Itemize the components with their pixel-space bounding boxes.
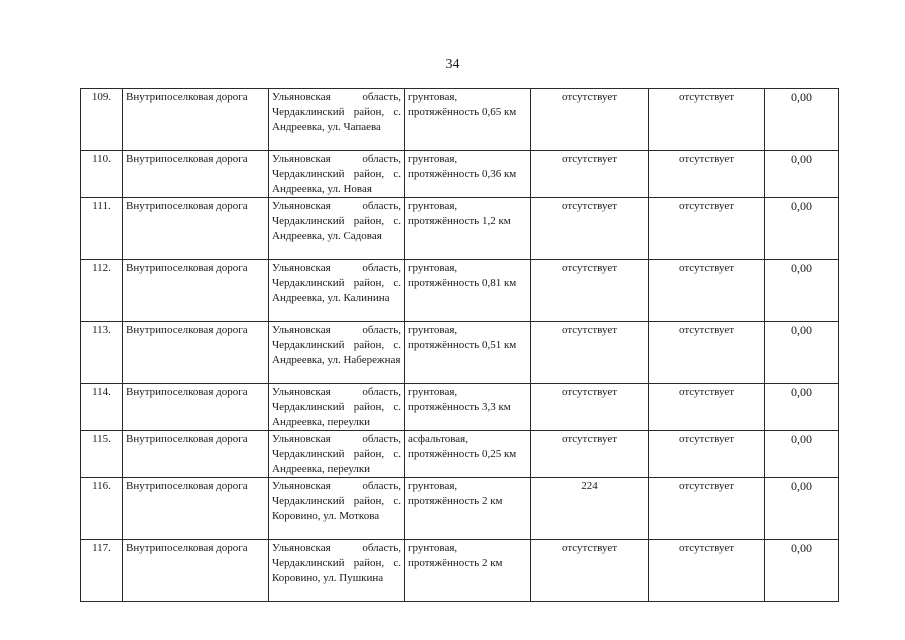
object-description: грунтовая, протяжённость 2 км — [405, 540, 531, 602]
object-name: Внутрипоселковая дорога — [123, 540, 269, 602]
object-description: грунтовая, протяжённость 0,51 км — [405, 322, 531, 384]
cadastral-number: отсутствует — [531, 384, 649, 431]
owner-info: отсутствует — [649, 260, 765, 322]
cadastral-number: отсутствует — [531, 151, 649, 198]
owner-info: отсутствует — [649, 540, 765, 602]
table-row — [81, 384, 839, 431]
row-number: 114. — [81, 384, 123, 431]
object-name: Внутрипоселковая дорога — [123, 198, 269, 260]
row-number: 112. — [81, 260, 123, 322]
table-row — [81, 198, 839, 260]
book-value: 0,00 — [765, 431, 839, 478]
book-value: 0,00 — [765, 384, 839, 431]
object-description: грунтовая, протяжённость 0,81 км — [405, 260, 531, 322]
object-name: Внутрипоселковая дорога — [123, 384, 269, 431]
row-number: 117. — [81, 540, 123, 602]
book-value: 0,00 — [765, 151, 839, 198]
object-name: Внутрипоселковая дорога — [123, 431, 269, 478]
row-number: 110. — [81, 151, 123, 198]
book-value: 0,00 — [765, 322, 839, 384]
owner-info: отсутствует — [649, 478, 765, 540]
page-number: 34 — [445, 57, 460, 72]
object-address: Ульяновская область, Чердаклинский район, с. Коровино, ул. Пушкина — [269, 540, 405, 602]
cadastral-number: отсутствует — [531, 431, 649, 478]
owner-info: отсутствует — [649, 384, 765, 431]
object-name: Внутрипоселковая дорога — [123, 151, 269, 198]
owner-info: отсутствует — [649, 151, 765, 198]
cadastral-number: отсутствует — [531, 540, 649, 602]
table-row — [81, 322, 839, 384]
object-address: Ульяновская область, Чердаклинский район, с. Андреевка, переулки — [269, 431, 405, 478]
object-description: асфальтовая, протяжённость 0,25 км — [405, 431, 531, 478]
table-row — [81, 431, 839, 478]
object-description: грунтовая, протяжённость 2 км — [405, 478, 531, 540]
owner-info: отсутствует — [649, 198, 765, 260]
object-description: грунтовая, протяжённость 3,3 км — [405, 384, 531, 431]
book-value: 0,00 — [765, 478, 839, 540]
object-description: грунтовая, протяжённость 0,65 км — [405, 89, 531, 151]
row-number: 113. — [81, 322, 123, 384]
object-address: Ульяновская область, Чердаклинский район, с. Андреевка, ул. Калинина — [269, 260, 405, 322]
book-value: 0,00 — [765, 260, 839, 322]
road-registry-table — [80, 88, 839, 602]
table-row — [81, 478, 839, 540]
object-address: Ульяновская область, Чердаклинский район, с. Андреевка, ул. Набережная — [269, 322, 405, 384]
book-value: 0,00 — [765, 198, 839, 260]
table-row — [81, 260, 839, 322]
object-name: Внутрипоселковая дорога — [123, 478, 269, 540]
owner-info: отсутствует — [649, 322, 765, 384]
table-row — [81, 540, 839, 602]
object-description: грунтовая, протяжённость 1,2 км — [405, 198, 531, 260]
object-address: Ульяновская область, Чердаклинский район, с. Андреевка, ул. Чапаева — [269, 89, 405, 151]
table-row — [81, 89, 839, 151]
object-name: Внутрипоселковая дорога — [123, 260, 269, 322]
cadastral-number: отсутствует — [531, 322, 649, 384]
owner-info: отсутствует — [649, 431, 765, 478]
row-number: 109. — [81, 89, 123, 151]
object-address: Ульяновская область, Чердаклинский район, с. Андреевка, переулки — [269, 384, 405, 431]
cadastral-number: отсутствует — [531, 198, 649, 260]
cadastral-number: отсутствует — [531, 260, 649, 322]
table-body — [81, 89, 839, 602]
owner-info: отсутствует — [649, 89, 765, 151]
row-number: 111. — [81, 198, 123, 260]
book-value: 0,00 — [765, 540, 839, 602]
row-number: 115. — [81, 431, 123, 478]
cadastral-number: 224 — [531, 478, 649, 540]
row-number: 116. — [81, 478, 123, 540]
object-description: грунтовая, протяжённость 0,36 км — [405, 151, 531, 198]
book-value: 0,00 — [765, 89, 839, 151]
cadastral-number: отсутствует — [531, 89, 649, 151]
object-address: Ульяновская область, Чердаклинский район, с. Коровино, ул. Моткова — [269, 478, 405, 540]
object-address: Ульяновская область, Чердаклинский район, с. Андреевка, ул. Садовая — [269, 198, 405, 260]
object-name: Внутрипоселковая дорога — [123, 322, 269, 384]
table-row — [81, 151, 839, 198]
object-name: Внутрипоселковая дорога — [123, 89, 269, 151]
object-address: Ульяновская область, Чердаклинский район, с. Андреевка, ул. Новая — [269, 151, 405, 198]
